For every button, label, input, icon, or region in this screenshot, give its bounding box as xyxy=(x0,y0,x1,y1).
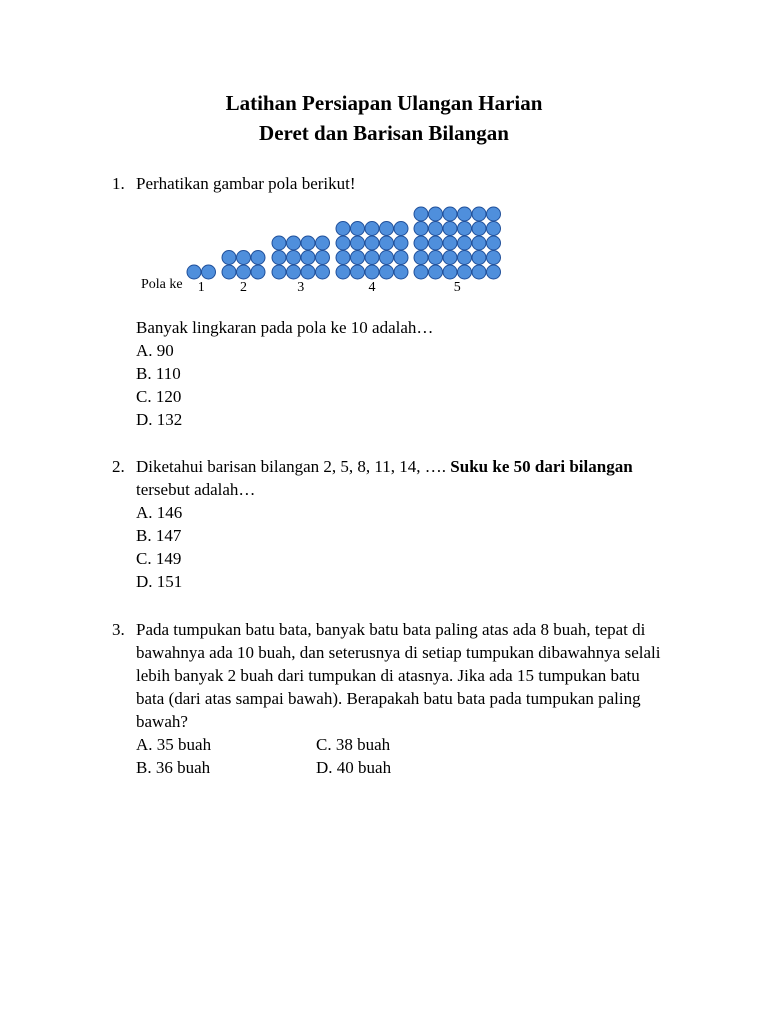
pattern-circle xyxy=(443,222,457,236)
pattern-circle xyxy=(202,265,216,279)
pattern-circle xyxy=(472,236,486,250)
pattern-circle xyxy=(222,251,236,265)
q1-number: 1. xyxy=(112,174,125,193)
pattern-circle xyxy=(187,265,201,279)
pattern-circle xyxy=(287,251,301,265)
pattern-circle xyxy=(336,236,350,250)
pattern-circle xyxy=(251,251,265,265)
pattern-circle xyxy=(287,236,301,250)
pattern-circle xyxy=(237,251,251,265)
pattern-circle xyxy=(365,236,379,250)
pattern-label: Pola ke xyxy=(141,277,183,292)
pattern-number: 3 xyxy=(297,280,305,295)
pattern-circle xyxy=(443,251,457,265)
pattern-circle xyxy=(458,265,472,279)
pattern-circle xyxy=(414,265,428,279)
q3-option-b: B. 36 buah xyxy=(136,758,211,777)
q3-option-d: D. 40 buah xyxy=(316,758,392,777)
pattern-number: 4 xyxy=(368,280,376,295)
q2-text-line2: tersebut adalah… xyxy=(136,480,256,499)
pattern-circle xyxy=(351,236,365,250)
pattern-circle xyxy=(301,265,315,279)
q3-line-4: bata (dari atas sampai bawah). Berapakah batu bata pada tumpukan paling xyxy=(136,689,641,708)
q3-line-2: bawahnya ada 10 buah, dan seterusnya di setiap tumpukan dibawahnya selali xyxy=(136,643,661,662)
pattern-circle xyxy=(472,207,486,221)
pattern-circle xyxy=(301,236,315,250)
pattern-circle xyxy=(458,236,472,250)
pattern-circle xyxy=(272,251,286,265)
pattern-circle xyxy=(336,265,350,279)
q3-line-5: bawah? xyxy=(136,712,188,731)
q1-option-c: C. 120 xyxy=(136,387,182,406)
pattern-circle xyxy=(394,236,408,250)
pattern-circle xyxy=(272,265,286,279)
q3-number: 3. xyxy=(112,620,125,639)
pattern-circle xyxy=(237,265,251,279)
pattern-circle xyxy=(394,251,408,265)
pattern-circle xyxy=(429,265,443,279)
pattern-circle xyxy=(394,222,408,236)
pattern-circle xyxy=(365,251,379,265)
pattern-circle xyxy=(472,222,486,236)
pattern-number: 5 xyxy=(453,280,461,295)
q3-line-1: Pada tumpukan batu bata, banyak batu bata paling atas ada 8 buah, tepat di xyxy=(136,620,646,639)
page-subtitle: Deret dan Barisan Bilangan xyxy=(259,121,509,145)
q3-line-3: lebih banyak 2 buah dari tumpukan di atasnya. Jika ada 15 tumpukan batu xyxy=(136,666,640,685)
pattern-circle xyxy=(487,251,501,265)
pattern-circle xyxy=(414,207,428,221)
pattern-circle xyxy=(336,222,350,236)
q1-question: Banyak lingkaran pada pola ke 10 adalah… xyxy=(136,318,434,337)
pattern-circle xyxy=(316,236,330,250)
q2-option-b: B. 147 xyxy=(136,526,182,545)
pattern-circle xyxy=(458,251,472,265)
q2-option-a: A. 146 xyxy=(136,503,183,522)
pattern-number: 1 xyxy=(197,280,205,295)
pattern-circle xyxy=(222,265,236,279)
pattern-circle xyxy=(458,222,472,236)
q2-text xyxy=(136,457,633,477)
pattern-circle xyxy=(351,222,365,236)
pattern-circle xyxy=(365,222,379,236)
q2-text-plain: Diketahui barisan bilangan 2, 5, 8, 11, 14, …. xyxy=(136,457,447,476)
pattern-circle xyxy=(272,236,286,250)
pattern-circle xyxy=(251,265,265,279)
q1-option-b: B. 110 xyxy=(136,364,181,383)
pattern-circle xyxy=(365,265,379,279)
pattern-circle xyxy=(380,236,394,250)
pattern-circle xyxy=(351,251,365,265)
pattern-circle xyxy=(394,265,408,279)
pattern-circle xyxy=(316,251,330,265)
pattern-circle xyxy=(443,265,457,279)
pattern-circle xyxy=(472,251,486,265)
pattern-circle xyxy=(429,207,443,221)
pattern-circle xyxy=(414,251,428,265)
pattern-circle xyxy=(380,222,394,236)
pattern-circle xyxy=(443,207,457,221)
pattern-circle xyxy=(316,265,330,279)
pattern-circle xyxy=(429,251,443,265)
pattern-number: 2 xyxy=(240,280,247,295)
pattern-circle xyxy=(472,265,486,279)
pattern-circle xyxy=(443,236,457,250)
q1-option-a: A. 90 xyxy=(136,341,174,360)
pattern-circle xyxy=(287,265,301,279)
pattern-figure xyxy=(130,190,510,300)
pattern-circle xyxy=(429,222,443,236)
pattern-circle xyxy=(414,236,428,250)
q2-text-bold: Suku ke 50 dari bilangan xyxy=(450,457,633,476)
pattern-circle xyxy=(380,251,394,265)
pattern-circle xyxy=(487,222,501,236)
q2-option-c: C. 149 xyxy=(136,549,182,568)
pattern-circle xyxy=(458,207,472,221)
q3-option-c: C. 38 buah xyxy=(316,735,391,754)
q2-number: 2. xyxy=(112,457,125,476)
q1-option-d: D. 132 xyxy=(136,410,183,429)
pattern-circle xyxy=(380,265,394,279)
pattern-circle xyxy=(487,236,501,250)
pattern-circle xyxy=(414,222,428,236)
pattern-circle xyxy=(429,236,443,250)
pattern-circle xyxy=(487,207,501,221)
q3-option-a: A. 35 buah xyxy=(136,735,212,754)
q1-intro: Perhatikan gambar pola berikut! xyxy=(136,174,356,193)
page-title: Latihan Persiapan Ulangan Harian xyxy=(225,91,543,115)
q2-option-d: D. 151 xyxy=(136,572,183,591)
pattern-circle xyxy=(301,251,315,265)
pattern-circle xyxy=(487,265,501,279)
pattern-circle xyxy=(336,251,350,265)
pattern-circle xyxy=(351,265,365,279)
